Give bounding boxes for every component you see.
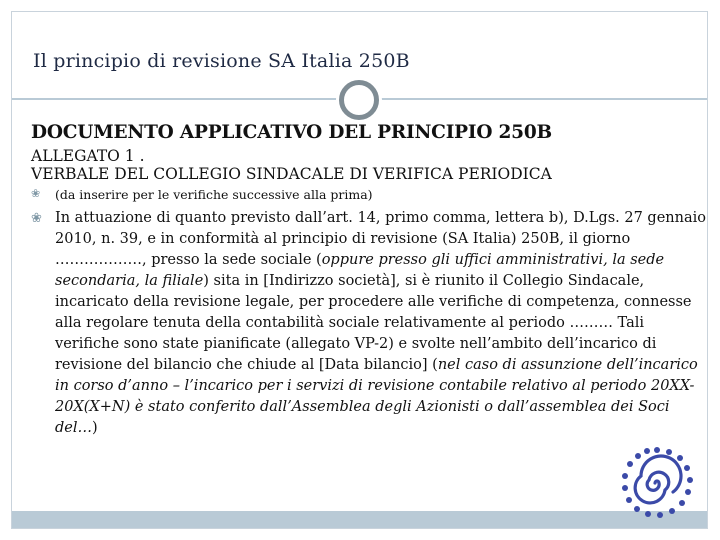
slide-title: Il principio di revisione SA Italia 250B: [33, 50, 410, 72]
document-heading: DOCUMENTO APPLICATIVO DEL PRINCIPIO 250B: [31, 122, 552, 143]
bullet-icon: ❀: [31, 187, 41, 200]
note-text: (da inserire per le verifiche successive alla prima): [55, 187, 373, 202]
body-bullet: [31, 208, 707, 439]
bottom-accent-bar: [12, 511, 707, 528]
spiral-logo: [620, 446, 694, 520]
allegato-label: ALLEGATO 1 .: [31, 147, 145, 165]
ring-ornament: [339, 80, 379, 120]
bullet-icon: ❀: [31, 211, 42, 226]
body-text-2: ) sita in [Indirizzo società], si è riunito il Collegio Sindacale, incaricato della revisione legale, per procedere alle verifiche di competenza, connesse alla regolare tenuta della contabilità sociale relativamente al periodo ……… Tali verifiche sono state pianificate (allegato VP-2) e svolte nell’ambito dell’incarico di revisione del bilancio che chiude al [Data bilancio] (: [55, 273, 692, 373]
body-text-italic-2: nel caso di assunzione dell’incarico in corso d’anno – l’incarico per i servizi di revisione contabile relativo al periodo 20XX-20X(X+N) è stato conferito dall’Assemblea degli Azionisti o dall’assemblea dei Soci del…: [55, 357, 698, 436]
content-area: [31, 122, 706, 439]
verbale-title: VERBALE DEL COLLEGIO SINDACALE DI VERIFICA PERIODICA: [31, 165, 552, 183]
note-bullet: [31, 187, 691, 202]
body-text-1: In attuazione di quanto previsto dall’art. 14, primo comma, lettera b), D.Lgs. 27 gennaio 2010, n. 39, e in conformità al principio di revisione (SA Italia) 250B, il giorno ………………, presso la sede sociale (: [55, 210, 706, 268]
body-text-italic-1: oppure presso gli uffici amministrativi, la sede secondaria, la filiale: [55, 252, 665, 289]
body-text-3: ): [92, 420, 98, 436]
